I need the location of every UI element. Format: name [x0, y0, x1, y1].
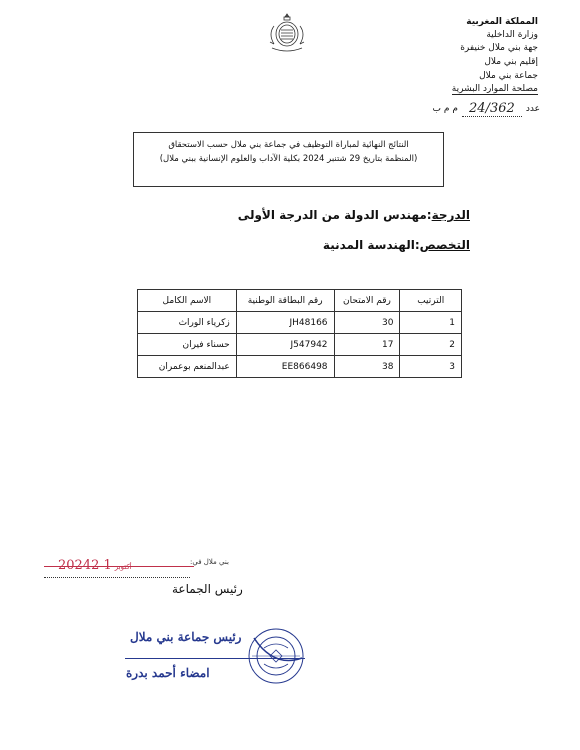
- header-rank: الترتيب: [400, 290, 462, 312]
- cell-national-id: J547942: [236, 334, 334, 356]
- table-row: [138, 334, 462, 356]
- date-label: بني ملال في:: [190, 558, 229, 566]
- header-region: جهة بني ملال خنيفرة: [460, 43, 538, 53]
- cell-rank: 1: [400, 312, 462, 334]
- date-stamp-year: 2024: [58, 558, 92, 573]
- header-kingdom: المملكة المغربية: [466, 17, 538, 27]
- cell-full-name: زكرياء الوراث: [138, 312, 237, 334]
- royal-emblem-icon: [264, 12, 310, 54]
- date-stamp-line: [44, 566, 194, 567]
- cell-exam-number: 38: [334, 356, 400, 378]
- header-department: مصلحة الموارد البشرية: [451, 84, 538, 94]
- cell-rank: 3: [400, 356, 462, 378]
- signature-name: امضاء أحمد بدرة: [126, 666, 210, 680]
- results-title-box: [133, 132, 444, 187]
- cell-exam-number: 17: [334, 334, 400, 356]
- date-stamp-day: 1 2: [91, 558, 112, 573]
- specialty-line: [323, 238, 470, 252]
- cell-full-name: حسناء فيران: [138, 334, 237, 356]
- reference-number: [433, 101, 540, 117]
- specialty-value: :الهندسة المدنية: [322, 238, 420, 252]
- official-seal-icon: [246, 626, 306, 686]
- specialty-label: التخصص: [419, 238, 470, 252]
- cell-national-id: JH48166: [236, 312, 334, 334]
- cell-exam-number: 30: [334, 312, 400, 334]
- header-commune: جماعة بني ملال: [479, 71, 538, 81]
- results-table: [137, 289, 462, 378]
- table-row: [138, 356, 462, 378]
- reference-number-value: 24/362: [462, 101, 522, 117]
- reference-number-suffix: م م ب: [432, 104, 458, 114]
- cell-full-name: عبدالمنعم بوعمران: [138, 356, 237, 378]
- title-line-2: (المنظمة بتاريخ 29 شتنبر 2024 بكلية الآداب والعلوم الإنسانية ببني ملال): [159, 154, 418, 164]
- date-stamp-month: أكتوبر: [114, 563, 132, 571]
- header-national-id: رقم البطاقة الوطنية: [236, 290, 334, 312]
- grade-label: الدرجة: [431, 208, 470, 222]
- header-ministry: وزارة الداخلية: [486, 30, 538, 40]
- reference-number-label: عدد: [525, 104, 540, 114]
- table-row: [138, 312, 462, 334]
- header-full-name: الاسم الكامل: [138, 290, 237, 312]
- title-line-1: النتائج النهائية لمباراة التوظيف في جماعة بني ملال حسب الاستحقاق: [168, 140, 409, 150]
- signature-title: رئيس جماعة بني ملال: [130, 630, 242, 644]
- president-title: رئيس الجماعة: [172, 582, 243, 596]
- cell-national-id: EE866498: [236, 356, 334, 378]
- table-header-row: [138, 290, 462, 312]
- header-exam-number: رقم الامتحان: [334, 290, 400, 312]
- grade-value: :مهندس الدولة من الدرجة الأولى: [237, 208, 432, 222]
- grade-line: [238, 208, 470, 222]
- cell-rank: 2: [400, 334, 462, 356]
- header-province: إقليم بني ملال: [484, 57, 538, 67]
